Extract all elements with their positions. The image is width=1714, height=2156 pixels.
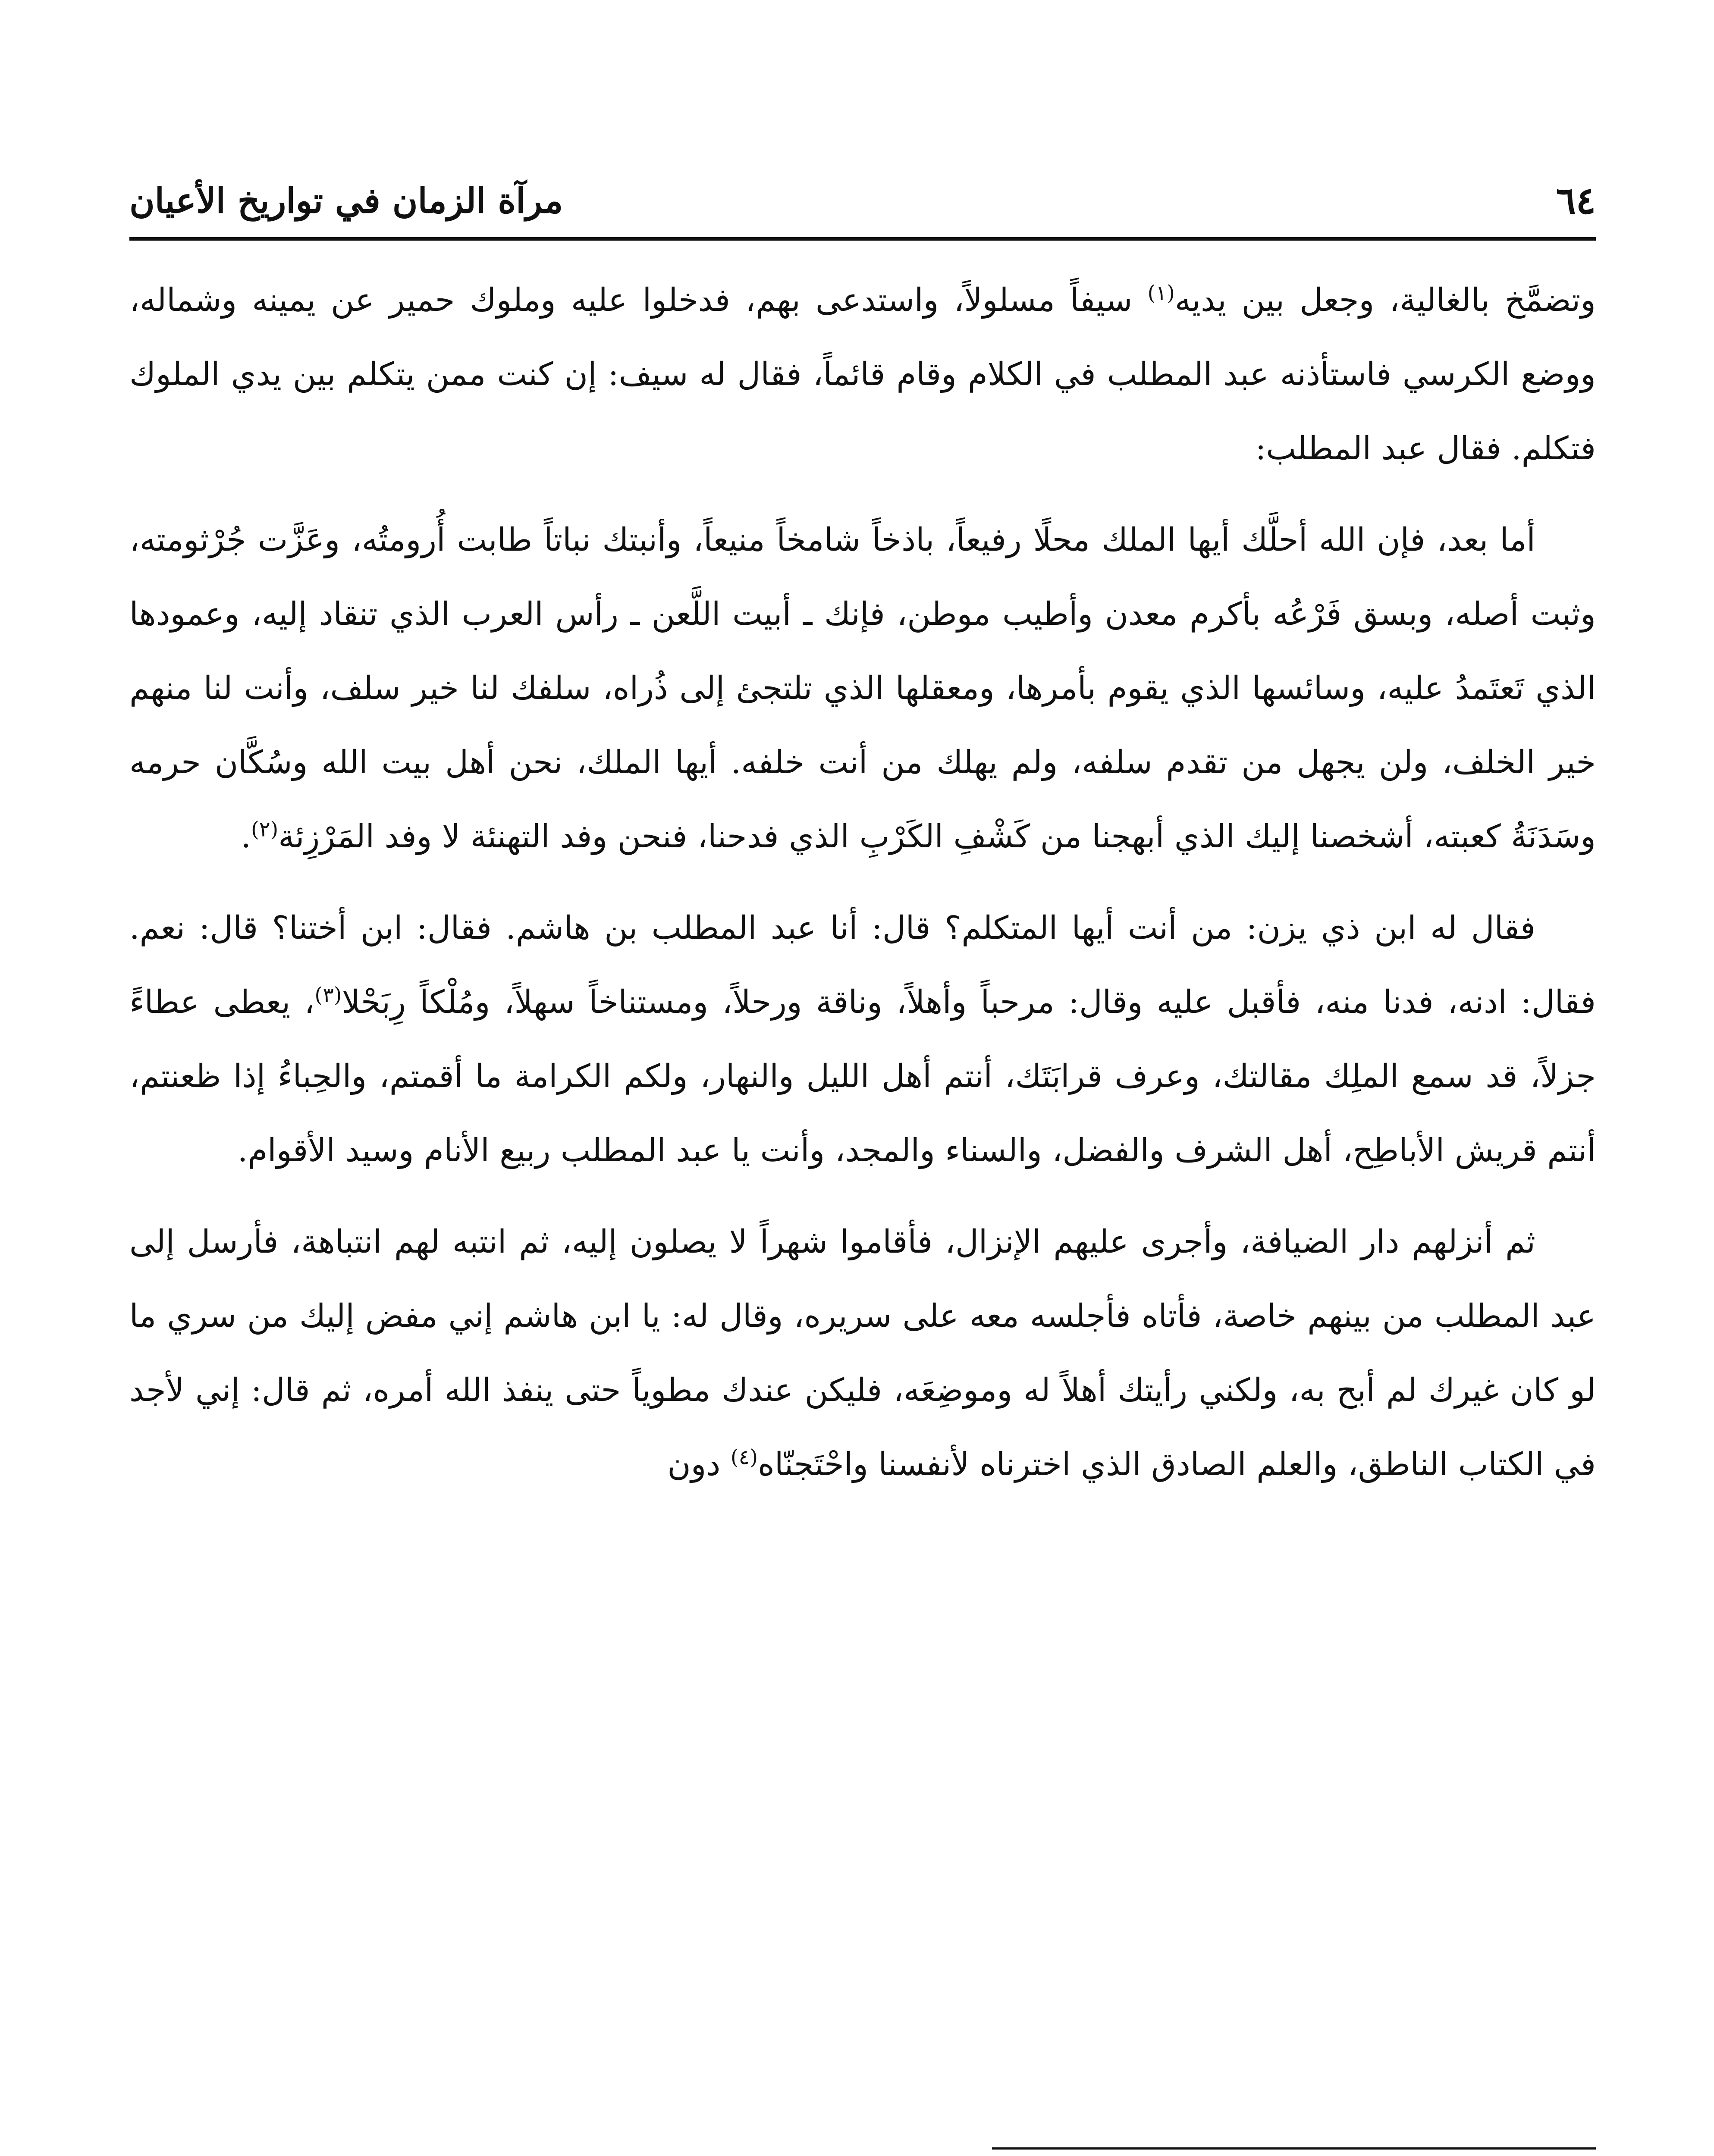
running-header — [129, 172, 1596, 229]
book-page — [129, 121, 1596, 2156]
book-title: مرآة الزمان في تواريخ الأعيان — [129, 180, 563, 221]
page-number: ٦٤ — [1556, 179, 1596, 222]
footnote-reference: (٤) — [730, 1445, 758, 1470]
footnote-reference: (٢) — [251, 817, 279, 842]
paragraph-text: ثم أنزلهم دار الضيافة، وأجرى عليهم الإنزال، فأقاموا شهراً لا يصلون إليه، ثم انتبه لهم انتباهة، فأرسل إلى عبد المطلب من بينهم خاصة، فأتاه فأجلسه معه على سريره، وقال له: يا ابن هاشم إني مفض إليك من سري ما لو كان غيرك لم أبح به، ولكني رأيتك أهلاً له وموضِعَه، فليكن عندك مطوياً حتى ينفذ الله أمره، ثم قال: إني لأجد في الكتاب الناطق، والعلم الصادق الذي اخترناه لأنفسنا واحْتَجنّاه — [129, 1223, 1596, 1483]
footnote-separator — [992, 2147, 1596, 2150]
paragraph — [129, 503, 1596, 874]
paragraph-text: . — [241, 818, 251, 855]
paragraph-text: وتضمَّخ بالغالية، وجعل بين يديه — [1174, 282, 1596, 319]
paragraph — [129, 1205, 1596, 1501]
paragraph-text: ، يعطى عطاءً جزلاً، قد سمع الملِك مقالتك، وعرف قرابَتَك، أنتم أهل الليل والنهار، ولكم الكرامة ما أقمتم، والحِباءُ إذا ظعنتم، أنتم قريش الأباطِح، أهل الشرف والفضل، والسناء والمجد، وأنت يا عبد المطلب ربيع الأنام وسيد الأقوام. — [129, 984, 1596, 1169]
main-text — [129, 263, 1596, 1519]
paragraph-text: فقال له ابن ذي يزن: من أنت أيها المتكلم؟ قال: أنا عبد المطلب بن هاشم. فقال: ابن أختنا؟ قال: نعم. فقال: ادنه، فدنا منه، فأقبل عليه وقال: مرحباً وأهلاً، وناقة ورحلاً، ومستناخاً سهلاً، ومُلْكاً رِبَحْلا — [129, 909, 1596, 1021]
header-rule — [129, 237, 1596, 241]
paragraph-text: سيفاً مسلولاً، واستدعى بهم، فدخلوا عليه وملوك حمير عن يمينه وشماله، ووضع الكرسي فاستأذنه عبد المطلب في الكلام وقام قائماً، فقال له سيف: إن كنت ممن يتكلم بين يدي الملوك فتكلم. فقال عبد المطلب: — [129, 282, 1596, 467]
footnote-reference: (٣) — [314, 983, 342, 1007]
paragraph-text: دون — [667, 1446, 731, 1483]
paragraph — [129, 891, 1596, 1188]
footnote-reference: (١) — [1147, 281, 1175, 305]
paragraph-text: أما بعد، فإن الله أحلَّك أيها الملك محلًا رفيعاً، باذخاً شامخاً منيعاً، وأنبتك نباتاً طابت أُرومتُه، وعَزَّت جُرْثومته، وثبت أصله، وبسق فَرْعُه بأكرم معدن وأطيب موطن، فإنك ـ أبيت اللَّعن ـ رأس العرب الذي تنقاد إليه، وعمودها الذي تَعتَمدُ عليه، وسائسها الذي يقوم بأمرها، ومعقلها الذي تلتجئ إلى ذُراه، سلفك لنا خير سلف، وأنت لنا منهم خير الخلف، ولن يجهل من تقدم سلفه، ولم يهلك من أنت خلفه. أيها الملك، نحن أهل بيت الله وسُكَّان حرمه وسَدَنَةُ كعبته، أشخصنا إليك الذي أبهجنا من كَشْفِ الكَرْبِ الذي فدحنا، فنحن وفد التهنئة لا وفد المَرْزِئة — [129, 521, 1596, 855]
paragraph — [129, 263, 1596, 486]
